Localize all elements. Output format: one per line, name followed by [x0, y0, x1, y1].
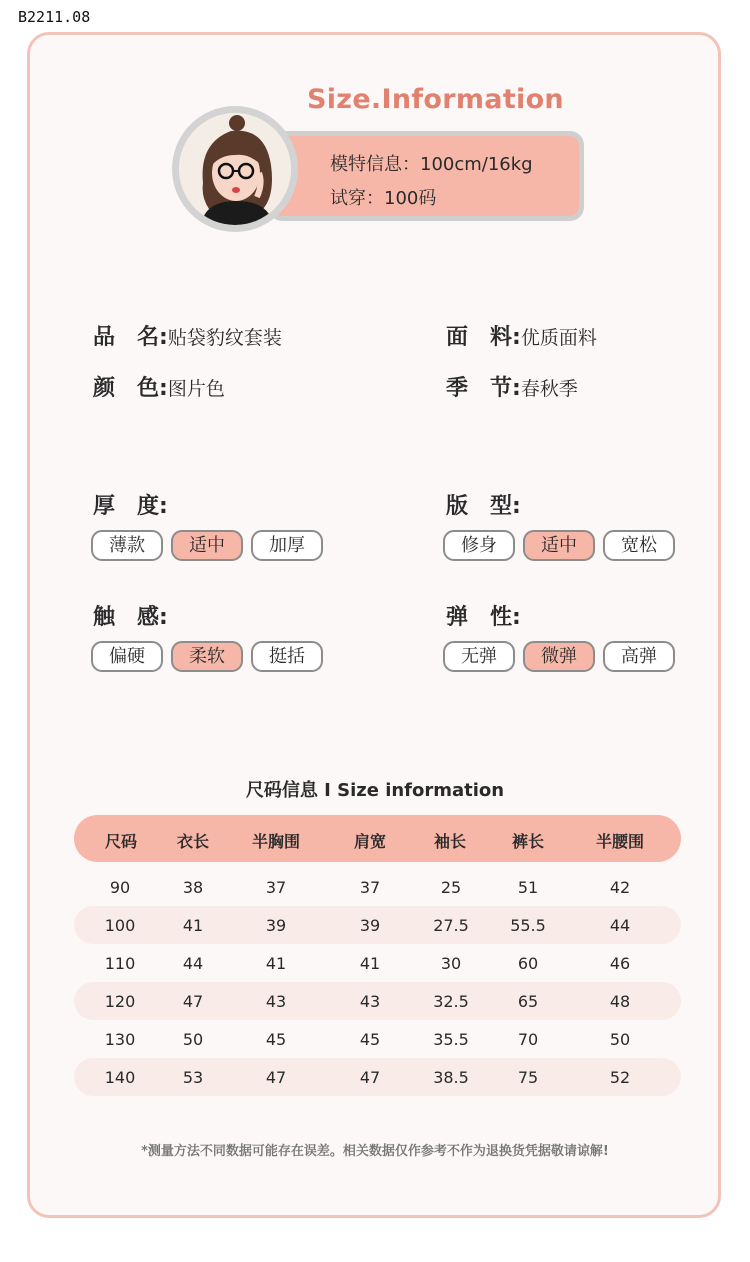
- model-stats: 模特信息：100cm/16kg: [330, 154, 533, 175]
- table-cell: 70: [517, 1030, 539, 1049]
- fit-option: 适中: [523, 530, 595, 561]
- model-info-box: [268, 131, 584, 221]
- header-cell: 肩宽: [353, 832, 387, 851]
- attr-season: 季 节:春秋季: [446, 376, 578, 401]
- table-cell: 45: [265, 1030, 287, 1049]
- table-cell: 75: [517, 1068, 539, 1087]
- elasticity-heading: 弹 性:: [446, 605, 521, 630]
- table-cell: 60: [517, 954, 539, 973]
- table-cell: 44: [609, 916, 631, 935]
- table-cell: 43: [359, 992, 381, 1011]
- elasticity-option: 无弹: [443, 641, 515, 672]
- table-cell: 25: [440, 878, 462, 897]
- table-cell: 100: [104, 916, 136, 935]
- table-cell: 130: [104, 1030, 136, 1049]
- table-cell: 46: [609, 954, 631, 973]
- table-cell: 38: [182, 878, 204, 897]
- table-cell: 47: [265, 1068, 287, 1087]
- table-cell: 48: [609, 992, 631, 1011]
- thickness-heading: 厚 度:: [93, 494, 168, 519]
- header-cell: 半胸围: [251, 832, 301, 851]
- table-cell: 52: [609, 1068, 631, 1087]
- attr-product-name: 品 名:贴袋豹纹套装: [93, 325, 282, 350]
- table-row: [74, 982, 681, 1020]
- header-cell: 袖长: [433, 832, 467, 851]
- size-table-header: [74, 815, 681, 862]
- model-size-tried: 试穿：100码: [330, 188, 437, 209]
- table-cell: 90: [109, 878, 131, 897]
- attr-color: 颜 色:图片色: [93, 376, 225, 401]
- table-cell: 41: [359, 954, 381, 973]
- thickness-option: 薄款: [91, 530, 163, 561]
- table-cell: 38.5: [433, 1068, 469, 1087]
- table-cell: 120: [104, 992, 136, 1011]
- table-row: [74, 868, 681, 906]
- table-cell: 65: [517, 992, 539, 1011]
- measurement-disclaimer: *测量方法不同数据可能存在误差。相关数据仅作参考不作为退换货凭据敬请谅解!: [141, 1144, 609, 1159]
- thickness-option: 加厚: [251, 530, 323, 561]
- touch-option: 挺括: [251, 641, 323, 672]
- table-cell: 42: [609, 878, 631, 897]
- table-cell: 45: [359, 1030, 381, 1049]
- table-cell: 39: [265, 916, 287, 935]
- table-cell: 37: [265, 878, 287, 897]
- header-cell: 半腰围: [595, 832, 645, 851]
- table-row: [74, 906, 681, 944]
- table-row: [74, 1058, 681, 1096]
- table-cell: 50: [609, 1030, 631, 1049]
- table-cell: 44: [182, 954, 204, 973]
- touch-option: 偏硬: [91, 641, 163, 672]
- thickness-option: 适中: [171, 530, 243, 561]
- table-cell: 47: [359, 1068, 381, 1087]
- table-cell: 53: [182, 1068, 204, 1087]
- table-cell: 43: [265, 992, 287, 1011]
- table-cell: 30: [440, 954, 462, 973]
- product-code: B2211.08: [18, 8, 91, 26]
- table-cell: 41: [182, 916, 204, 935]
- table-cell: 50: [182, 1030, 204, 1049]
- table-cell: 47: [182, 992, 204, 1011]
- model-photo: [179, 113, 291, 225]
- table-cell: 37: [359, 878, 381, 897]
- touch-option: 柔软: [171, 641, 243, 672]
- header-cell: 尺码: [104, 832, 138, 851]
- page-title: Size.Information: [307, 84, 564, 115]
- header-cell: 衣长: [176, 832, 210, 851]
- size-table-title: 尺码信息 I Size information: [245, 780, 505, 801]
- table-cell: 55.5: [510, 916, 546, 935]
- model-avatar: [172, 106, 298, 232]
- elasticity-option: 微弹: [523, 641, 595, 672]
- touch-heading: 触 感:: [93, 605, 168, 630]
- elasticity-option: 高弹: [603, 641, 675, 672]
- table-cell: 41: [265, 954, 287, 973]
- table-cell: 32.5: [433, 992, 469, 1011]
- attr-fabric: 面 料:优质面料: [446, 325, 597, 350]
- fit-heading: 版 型:: [446, 494, 521, 519]
- table-cell: 39: [359, 916, 381, 935]
- table-cell: 140: [104, 1068, 136, 1087]
- header-cell: 裤长: [511, 832, 545, 851]
- table-cell: 110: [104, 954, 136, 973]
- fit-option: 修身: [443, 530, 515, 561]
- table-cell: 35.5: [433, 1030, 469, 1049]
- table-row: [74, 1020, 681, 1058]
- fit-option: 宽松: [603, 530, 675, 561]
- table-cell: 51: [517, 878, 539, 897]
- table-row: [74, 944, 681, 982]
- table-cell: 27.5: [433, 916, 469, 935]
